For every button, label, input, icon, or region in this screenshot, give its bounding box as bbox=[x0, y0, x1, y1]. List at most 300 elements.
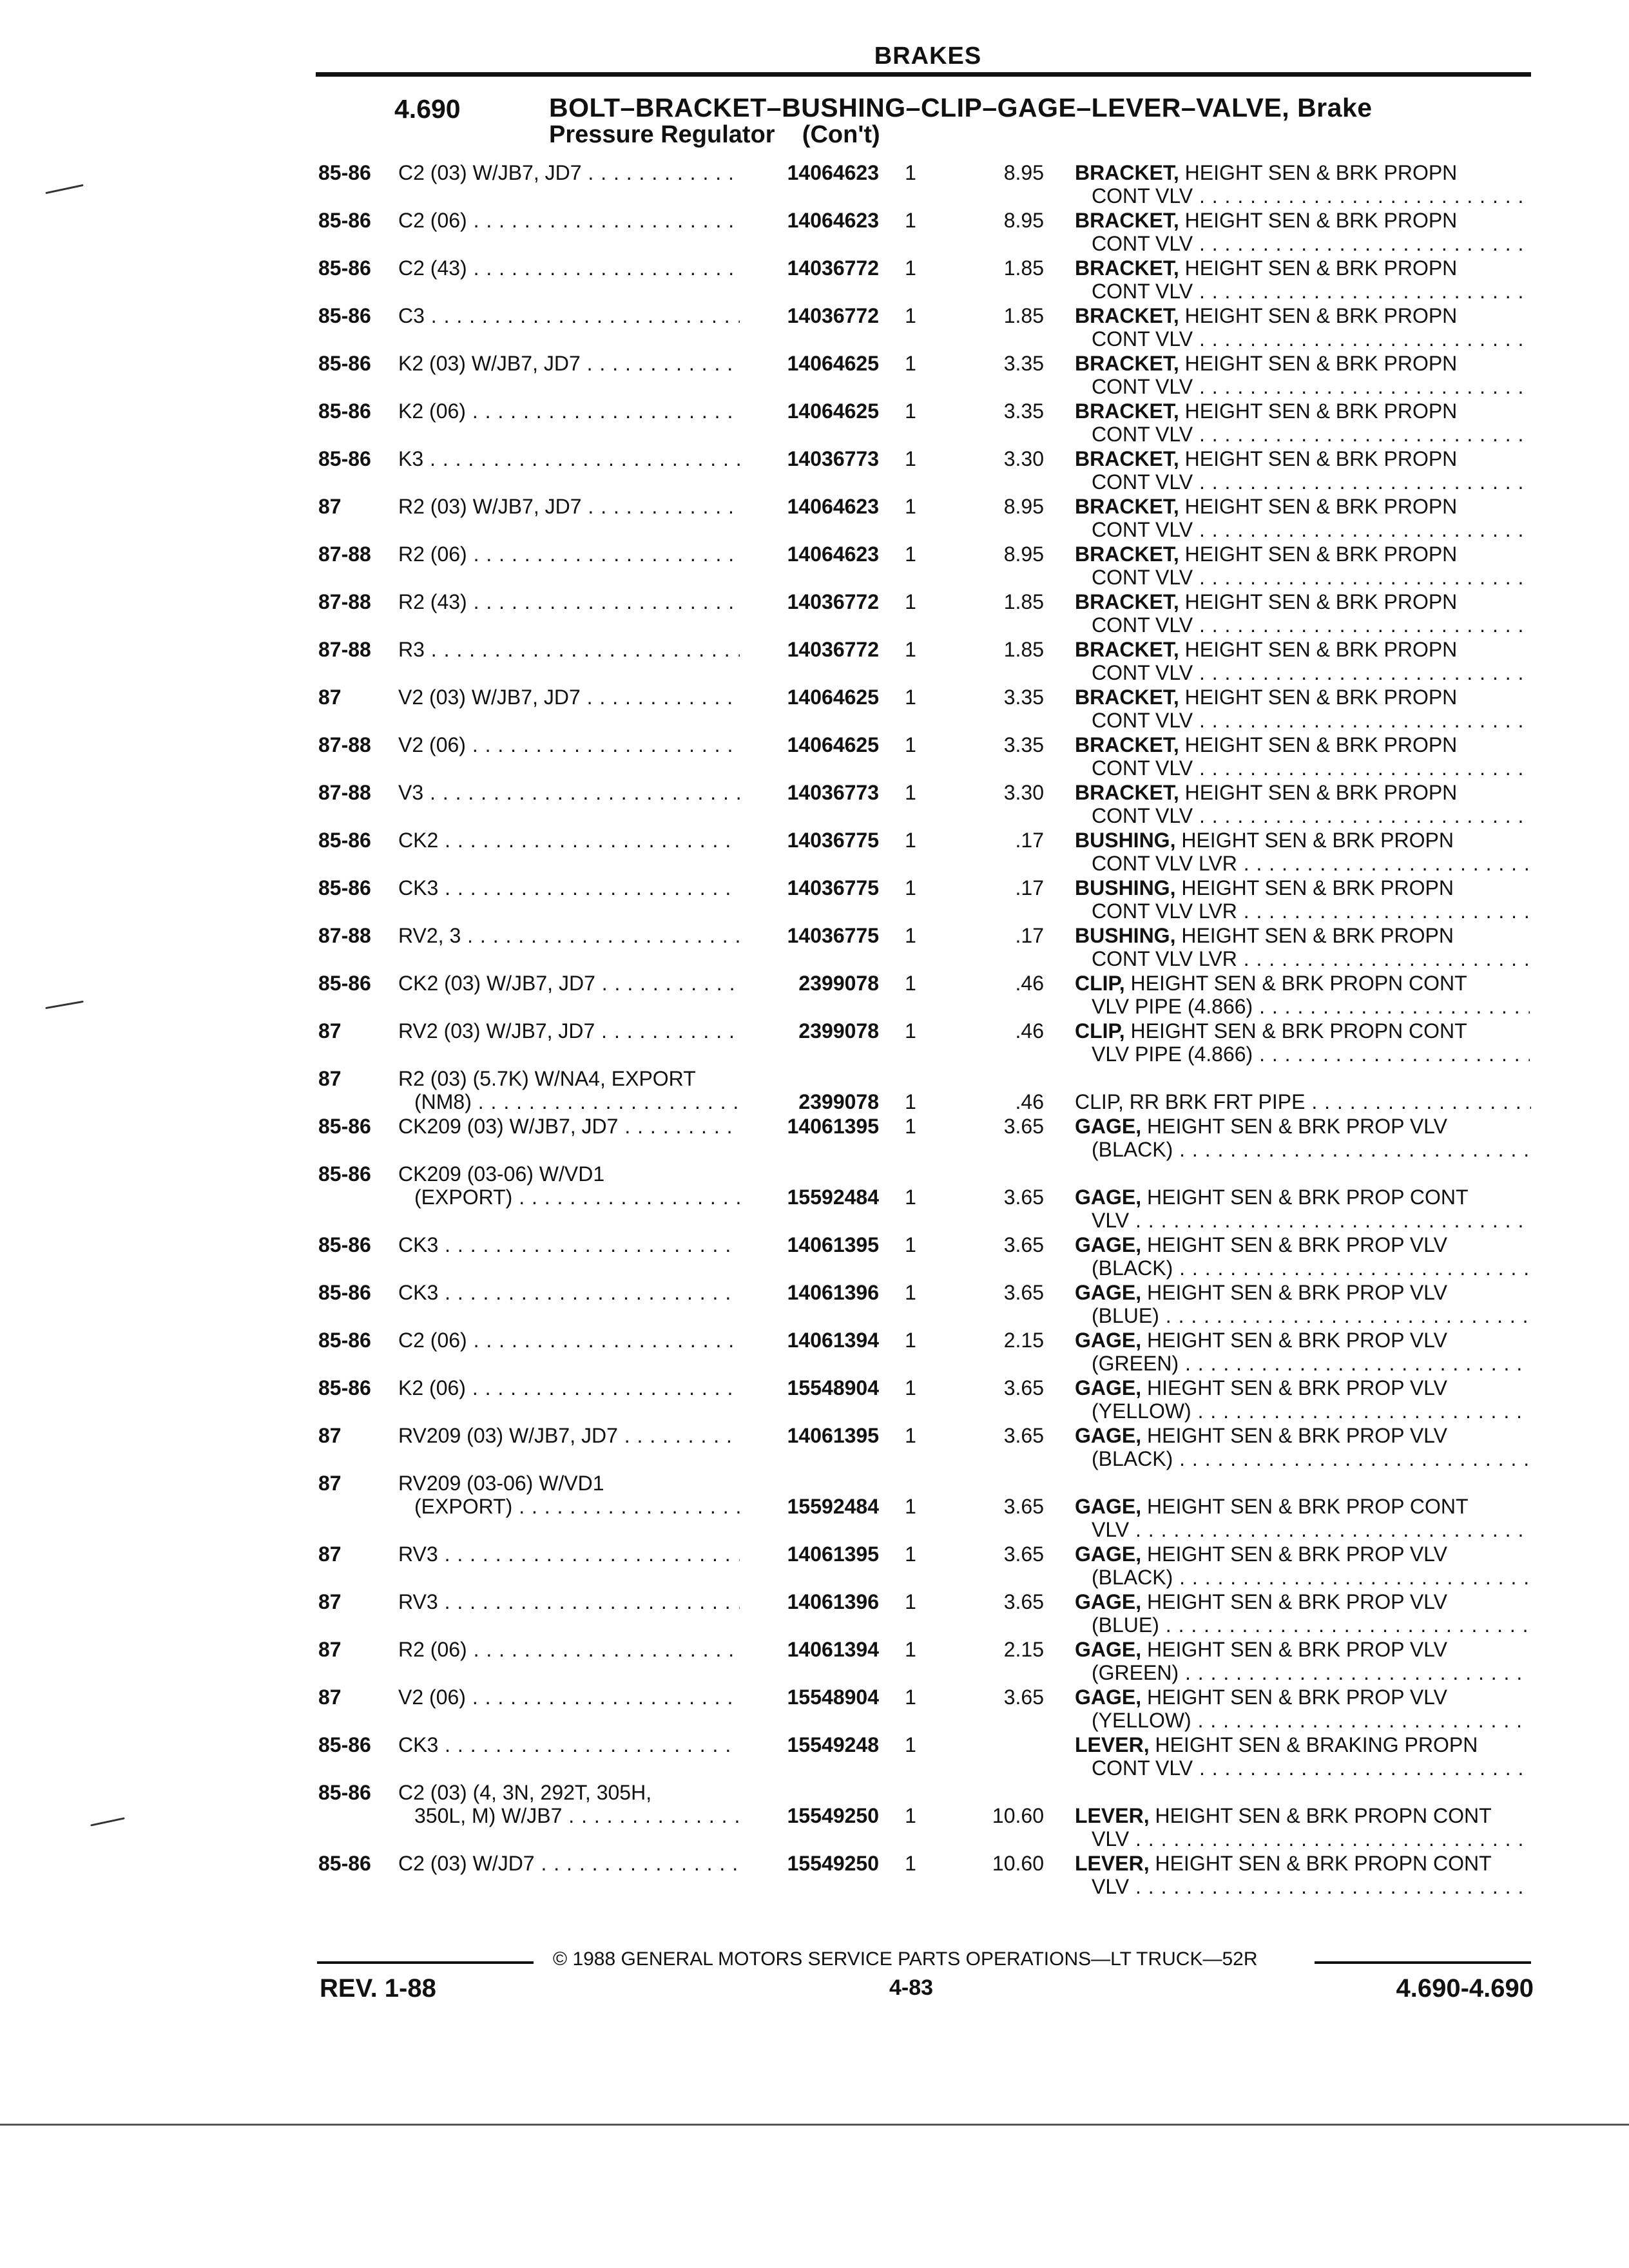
part-number: 2399078 bbox=[798, 972, 879, 995]
table-row bbox=[0, 829, 1629, 874]
part-name bbox=[1075, 543, 1539, 566]
part-name bbox=[1075, 1590, 1539, 1614]
part-name-continued: CONT VLV . . . bbox=[1092, 661, 1530, 685]
part-number: 14036772 bbox=[787, 590, 879, 613]
table-row bbox=[0, 543, 1629, 588]
part-name-detail: HEIGHT SEN & BRK PROPN bbox=[1179, 209, 1458, 232]
part-name-detail: HEIGHT SEN & BRK PROPN bbox=[1175, 876, 1454, 899]
model-description-top: CK209 (03-06) W/VD1 bbox=[398, 1162, 605, 1186]
model-description: CK3 . . . bbox=[398, 1233, 740, 1257]
part-name-continued: (BLACK) . . . bbox=[1092, 1256, 1530, 1280]
part-name bbox=[1075, 1376, 1539, 1400]
part-name-detail: HEIGHT SEN & BRK PROPN bbox=[1179, 447, 1458, 470]
part-name-continued: CONT VLV . . . bbox=[1092, 470, 1530, 494]
part-name-detail: HEIGHT SEN & BRK PROP VLV bbox=[1141, 1329, 1447, 1352]
part-number: 14064623 bbox=[787, 161, 879, 184]
header-rule bbox=[316, 72, 1531, 77]
table-row bbox=[0, 304, 1629, 349]
part-name-detail: HEIGHT SEN & BRK PROPN bbox=[1179, 686, 1458, 709]
part-name-detail: HEIGHT SEN & BRK PROPN bbox=[1179, 161, 1458, 184]
quantity: 1 bbox=[905, 161, 916, 184]
part-number: 2399078 bbox=[798, 1090, 879, 1113]
model-description: CK3 . . . bbox=[398, 1281, 740, 1305]
part-name-noun: CLIP, bbox=[1075, 1090, 1124, 1113]
part-name-continued: CONT VLV . . . bbox=[1092, 566, 1530, 590]
part-name-noun: BRACKET, bbox=[1075, 543, 1179, 566]
model-year: 85-86 bbox=[318, 447, 371, 470]
model-description: (NM8) . . . bbox=[414, 1090, 740, 1114]
section-number: 4.690 bbox=[394, 94, 461, 124]
part-name bbox=[1075, 161, 1539, 185]
part-number: 15548904 bbox=[787, 1686, 879, 1709]
table-row bbox=[0, 399, 1629, 445]
quantity: 1 bbox=[905, 447, 916, 470]
model-description-top: C2 (03) (4, 3N, 292T, 305H, bbox=[398, 1781, 652, 1804]
part-name bbox=[1075, 1804, 1539, 1828]
model-description: R3 . . . bbox=[398, 638, 740, 662]
part-name-continued: CONT VLV . . . bbox=[1092, 327, 1530, 351]
model-year: 85-86 bbox=[318, 1162, 371, 1186]
price: 3.65 bbox=[1003, 1542, 1044, 1566]
part-name-continued: CONT VLV . . . bbox=[1092, 375, 1530, 399]
part-name-detail: HEIGHT SEN & BRK PROPN bbox=[1179, 399, 1458, 423]
section-title: BOLT–BRACKET–BUSHING–CLIP–GAGE–LEVER–VALVE, Brake bbox=[549, 93, 1373, 122]
model-year: 87 bbox=[318, 1638, 342, 1661]
quantity: 1 bbox=[905, 352, 916, 375]
part-name-detail: HEIGHT SEN & BRK PROPN CONT bbox=[1124, 972, 1467, 995]
quantity: 1 bbox=[905, 1852, 916, 1875]
part-number: 14036772 bbox=[787, 256, 879, 280]
part-name-noun: GAGE, bbox=[1075, 1495, 1142, 1518]
scan-bottom-edge bbox=[0, 2124, 1629, 2126]
quantity: 1 bbox=[905, 1090, 916, 1113]
price: 8.95 bbox=[1003, 543, 1044, 566]
table-row bbox=[0, 256, 1629, 302]
price: 1.85 bbox=[1003, 638, 1044, 661]
table-row bbox=[0, 590, 1629, 635]
part-name-noun: GAGE, bbox=[1075, 1186, 1142, 1209]
part-name-detail: HIEGHT SEN & BRK PROP VLV bbox=[1141, 1376, 1447, 1399]
table-row bbox=[0, 209, 1629, 254]
model-description: C3 . . . bbox=[398, 304, 740, 328]
part-name-continued: VLV . . . bbox=[1092, 1875, 1530, 1899]
model-description: C2 (03) W/JD7 . . . bbox=[398, 1852, 740, 1876]
part-name-continued: (BLACK) . . . bbox=[1092, 1447, 1530, 1471]
table-row bbox=[0, 352, 1629, 397]
table-row bbox=[0, 638, 1629, 683]
part-name bbox=[1075, 352, 1539, 376]
model-description: CK3 . . . bbox=[398, 1733, 740, 1757]
price: 3.35 bbox=[1003, 686, 1044, 709]
part-name-noun: BRACKET, bbox=[1075, 256, 1179, 280]
part-name-detail: HEIGHT SEN & BRK PROP VLV bbox=[1141, 1115, 1447, 1138]
model-description: K2 (06) . . . bbox=[398, 399, 740, 423]
model-description: C2 (06) . . . bbox=[398, 1329, 740, 1352]
model-year: 85-86 bbox=[318, 1329, 371, 1352]
quantity: 1 bbox=[905, 209, 916, 232]
model-year: 85-86 bbox=[318, 209, 371, 232]
part-name-continued: (BLACK) . . . bbox=[1092, 1566, 1530, 1590]
price: 3.65 bbox=[1003, 1590, 1044, 1613]
part-name-detail: HEIGHT SEN & BRK PROP VLV bbox=[1141, 1542, 1447, 1566]
part-name-noun: BRACKET, bbox=[1075, 161, 1179, 184]
part-name-continued: CONT VLV LVR . . . bbox=[1092, 947, 1530, 971]
part-number: 14061395 bbox=[787, 1233, 879, 1256]
part-name-noun: GAGE, bbox=[1075, 1329, 1142, 1352]
part-name bbox=[1075, 1852, 1539, 1876]
part-name-noun: BRACKET, bbox=[1075, 590, 1179, 613]
price: 1.85 bbox=[1003, 304, 1044, 327]
table-row bbox=[0, 1733, 1629, 1778]
part-number: 14064623 bbox=[787, 543, 879, 566]
part-name bbox=[1075, 876, 1539, 900]
part-name-continued: CONT VLV . . . bbox=[1092, 423, 1530, 447]
price: 3.65 bbox=[1003, 1424, 1044, 1447]
model-description: R2 (43) . . . bbox=[398, 590, 740, 614]
model-description: K2 (03) W/JB7, JD7 . . . bbox=[398, 352, 740, 376]
part-name-noun: LEVER, bbox=[1075, 1733, 1150, 1756]
model-year: 85-86 bbox=[318, 1852, 371, 1875]
model-description: R2 (06) . . . bbox=[398, 1638, 740, 1662]
part-number: 14064625 bbox=[787, 733, 879, 756]
quantity: 1 bbox=[905, 399, 916, 423]
part-name bbox=[1075, 447, 1539, 471]
model-description: C2 (43) . . . bbox=[398, 256, 740, 280]
part-name bbox=[1075, 256, 1539, 280]
part-name-detail: HEIGHT SEN & BRK PROP VLV bbox=[1141, 1638, 1447, 1661]
part-number: 14061395 bbox=[787, 1424, 879, 1447]
quantity: 1 bbox=[905, 590, 916, 613]
table-row bbox=[0, 876, 1629, 921]
footer-rule-left bbox=[317, 1961, 534, 1964]
part-name bbox=[1075, 781, 1539, 805]
part-number: 14036773 bbox=[787, 447, 879, 470]
part-number: 14061395 bbox=[787, 1115, 879, 1138]
model-year: 87 bbox=[318, 1686, 342, 1709]
part-number: 14036773 bbox=[787, 781, 879, 804]
model-year: 87 bbox=[318, 1542, 342, 1566]
part-number: 14064625 bbox=[787, 352, 879, 375]
part-name bbox=[1075, 1329, 1539, 1352]
part-name-continued: (BLACK) . . . bbox=[1092, 1138, 1530, 1162]
part-name-noun: GAGE, bbox=[1075, 1542, 1142, 1566]
model-year: 85-86 bbox=[318, 876, 371, 899]
page-header-title: BRAKES bbox=[874, 43, 982, 70]
part-name-continued: VLV . . . bbox=[1092, 1827, 1530, 1851]
part-name-continued: (YELLOW) . . . bbox=[1092, 1709, 1530, 1733]
part-number: 14064623 bbox=[787, 495, 879, 518]
part-name bbox=[1075, 590, 1539, 614]
table-row bbox=[0, 1329, 1629, 1374]
quantity: 1 bbox=[905, 1233, 916, 1256]
table-row bbox=[0, 495, 1629, 540]
part-number: 14064625 bbox=[787, 686, 879, 709]
model-description: C2 (03) W/JB7, JD7 . . . bbox=[398, 161, 740, 185]
part-name-noun: BRACKET, bbox=[1075, 686, 1179, 709]
part-name-detail: HEIGHT SEN & BRK PROPN bbox=[1179, 352, 1458, 375]
price: 3.65 bbox=[1003, 1686, 1044, 1709]
table-row bbox=[0, 1542, 1629, 1588]
part-name-continued: VLV PIPE (4.866) . . . bbox=[1092, 995, 1530, 1019]
table-row bbox=[0, 1376, 1629, 1421]
price: 3.30 bbox=[1003, 781, 1044, 804]
quantity: 1 bbox=[905, 1424, 916, 1447]
quantity: 1 bbox=[905, 1019, 916, 1043]
part-name-noun: BUSHING, bbox=[1075, 876, 1176, 899]
table-row bbox=[0, 924, 1629, 969]
model-description: (EXPORT) . . . bbox=[414, 1186, 740, 1209]
part-name bbox=[1075, 1424, 1539, 1448]
part-name-continued: (GREEN) . . . bbox=[1092, 1352, 1530, 1376]
price: 10.60 bbox=[992, 1852, 1044, 1875]
part-name bbox=[1075, 1090, 1531, 1114]
model-year: 87-88 bbox=[318, 924, 371, 947]
part-name-detail: HEIGHT SEN & BRK PROP VLV bbox=[1141, 1233, 1447, 1256]
quantity: 1 bbox=[905, 1733, 916, 1756]
part-name bbox=[1075, 209, 1539, 233]
part-name-detail: HEIGHT SEN & BRK PROPN bbox=[1179, 304, 1458, 327]
quantity: 1 bbox=[905, 1281, 916, 1304]
price: 8.95 bbox=[1003, 209, 1044, 232]
model-year: 85-86 bbox=[318, 972, 371, 995]
part-number: 15592484 bbox=[787, 1495, 879, 1518]
model-description: R2 (03) W/JB7, JD7 . . . bbox=[398, 495, 740, 519]
price: .46 bbox=[1015, 1019, 1044, 1043]
quantity: 1 bbox=[905, 733, 916, 756]
part-name-noun: GAGE, bbox=[1075, 1590, 1142, 1613]
quantity: 1 bbox=[905, 1590, 916, 1613]
part-name bbox=[1075, 495, 1539, 519]
part-number: 14061395 bbox=[787, 1542, 879, 1566]
part-number: 14036775 bbox=[787, 924, 879, 947]
part-name-detail: HEIGHT SEN & BRK PROP VLV bbox=[1141, 1281, 1447, 1304]
part-name-noun: LEVER, bbox=[1075, 1852, 1150, 1875]
model-year: 85-86 bbox=[318, 1376, 371, 1399]
part-number: 14036772 bbox=[787, 638, 879, 661]
part-name-detail: HEIGHT SEN & BRK PROP VLV bbox=[1141, 1590, 1447, 1613]
price: 8.95 bbox=[1003, 495, 1044, 518]
part-name-detail: HEIGHT SEN & BRK PROP VLV bbox=[1141, 1686, 1447, 1709]
part-name-noun: BRACKET, bbox=[1075, 781, 1179, 804]
part-name-detail: HEIGHT SEN & BRAKING PROPN bbox=[1149, 1733, 1478, 1756]
part-name-detail: HEIGHT SEN & BRK PROP VLV bbox=[1141, 1424, 1447, 1447]
part-name-noun: GAGE, bbox=[1075, 1376, 1142, 1399]
price: 10.60 bbox=[992, 1804, 1044, 1827]
model-description: RV3 . . . bbox=[398, 1542, 740, 1566]
table-row bbox=[0, 1019, 1629, 1064]
model-description: CK3 . . . bbox=[398, 876, 740, 900]
part-number: 14061396 bbox=[787, 1281, 879, 1304]
quantity: 1 bbox=[905, 1186, 916, 1209]
part-number: 14064623 bbox=[787, 209, 879, 232]
price: .17 bbox=[1015, 924, 1044, 947]
part-name-noun: GAGE, bbox=[1075, 1233, 1142, 1256]
price: 3.65 bbox=[1003, 1376, 1044, 1399]
model-year: 85-86 bbox=[318, 1281, 371, 1304]
part-name-detail: HEIGHT SEN & BRK PROPN bbox=[1179, 495, 1458, 518]
table-row bbox=[0, 161, 1629, 206]
price: 3.65 bbox=[1003, 1233, 1044, 1256]
model-year: 85-86 bbox=[318, 1115, 371, 1138]
quantity: 1 bbox=[905, 829, 916, 852]
part-name-noun: CLIP, bbox=[1075, 972, 1125, 995]
model-year: 87 bbox=[318, 1019, 342, 1043]
model-year: 87-88 bbox=[318, 543, 371, 566]
part-name-detail: HEIGHT SEN & BRK PROPN CONT bbox=[1149, 1804, 1492, 1827]
model-year: 85-86 bbox=[318, 304, 371, 327]
part-name-noun: GAGE, bbox=[1075, 1281, 1142, 1304]
model-description: CK2 (03) W/JB7, JD7 . . . bbox=[398, 972, 740, 995]
footer-rule-right bbox=[1315, 1961, 1531, 1964]
price: 8.95 bbox=[1003, 161, 1044, 184]
part-name-noun: BRACKET, bbox=[1075, 638, 1179, 661]
part-name bbox=[1075, 1115, 1539, 1139]
model-description-top: RV209 (03-06) W/VD1 bbox=[398, 1472, 604, 1495]
part-name bbox=[1075, 924, 1539, 948]
part-name bbox=[1075, 972, 1539, 995]
price: .17 bbox=[1015, 829, 1044, 852]
part-name-noun: LEVER, bbox=[1075, 1804, 1150, 1827]
table-row bbox=[0, 1281, 1629, 1326]
quantity: 1 bbox=[905, 781, 916, 804]
part-name-detail: HEIGHT SEN & BRK PROPN bbox=[1175, 924, 1454, 947]
part-name-detail: HEIGHT SEN & BRK PROPN bbox=[1179, 543, 1458, 566]
model-year: 87 bbox=[318, 1472, 342, 1495]
part-name-continued: VLV . . . bbox=[1092, 1518, 1530, 1542]
part-name bbox=[1075, 1638, 1539, 1662]
part-name-continued: CONT VLV . . . bbox=[1092, 1756, 1530, 1780]
part-name-detail: HEIGHT SEN & BRK PROPN bbox=[1179, 638, 1458, 661]
quantity: 1 bbox=[905, 495, 916, 518]
section-subtitle: Pressure Regulator (Con't) bbox=[549, 121, 880, 148]
part-name-continued: CONT VLV . . . bbox=[1092, 280, 1530, 303]
quantity: 1 bbox=[905, 686, 916, 709]
model-year: 87 bbox=[318, 1590, 342, 1613]
model-year: 85-86 bbox=[318, 161, 371, 184]
table-row bbox=[0, 733, 1629, 778]
footer-page-number: 4-83 bbox=[889, 1975, 934, 2000]
model-description: C2 (06) . . . bbox=[398, 209, 740, 233]
model-year: 85-86 bbox=[318, 1781, 371, 1804]
table-row bbox=[0, 1852, 1629, 1897]
part-number: 15549250 bbox=[787, 1804, 879, 1827]
model-description: CK2 . . . bbox=[398, 829, 740, 852]
part-name-noun: BRACKET, bbox=[1075, 209, 1179, 232]
part-name-detail: HEIGHT SEN & BRK PROPN CONT bbox=[1124, 1019, 1467, 1043]
part-name-noun: GAGE, bbox=[1075, 1424, 1142, 1447]
part-name-continued: CONT VLV . . . bbox=[1092, 184, 1530, 208]
quantity: 1 bbox=[905, 1804, 916, 1827]
footer-revision: REV. 1-88 bbox=[320, 1974, 436, 2003]
part-name-continued: CONT VLV LVR . . . bbox=[1092, 852, 1530, 876]
price: 1.85 bbox=[1003, 590, 1044, 613]
part-name bbox=[1075, 686, 1539, 709]
price: 3.65 bbox=[1003, 1495, 1044, 1518]
quantity: 1 bbox=[905, 1686, 916, 1709]
model-year: 87-88 bbox=[318, 590, 371, 613]
part-number: 14061396 bbox=[787, 1590, 879, 1613]
model-description: V3 . . . bbox=[398, 781, 740, 805]
model-year: 85-86 bbox=[318, 352, 371, 375]
part-number: 14061394 bbox=[787, 1638, 879, 1661]
part-name-detail: HEIGHT SEN & BRK PROPN bbox=[1179, 256, 1458, 280]
part-name-noun: GAGE, bbox=[1075, 1686, 1142, 1709]
price: 3.30 bbox=[1003, 447, 1044, 470]
quantity: 1 bbox=[905, 638, 916, 661]
quantity: 1 bbox=[905, 1542, 916, 1566]
part-name-detail: HEIGHT SEN & BRK PROP CONT bbox=[1141, 1186, 1469, 1209]
part-number: 14036772 bbox=[787, 304, 879, 327]
part-name-noun: CLIP, bbox=[1075, 1019, 1125, 1043]
model-description: K3 . . . bbox=[398, 447, 740, 471]
part-name bbox=[1075, 638, 1539, 662]
part-number: 15592484 bbox=[787, 1186, 879, 1209]
part-number: 14036775 bbox=[787, 876, 879, 899]
table-row bbox=[0, 1590, 1629, 1635]
part-name-noun: BUSHING, bbox=[1075, 924, 1176, 947]
part-name bbox=[1075, 829, 1539, 852]
part-name bbox=[1075, 399, 1539, 423]
part-name-continued: CONT VLV . . . bbox=[1092, 709, 1530, 733]
part-name-noun: GAGE, bbox=[1075, 1638, 1142, 1661]
model-year: 85-86 bbox=[318, 399, 371, 423]
part-name-noun: BRACKET, bbox=[1075, 447, 1179, 470]
price: .46 bbox=[1015, 1090, 1044, 1113]
model-year: 87-88 bbox=[318, 733, 371, 756]
table-row bbox=[0, 1162, 1629, 1233]
quantity: 1 bbox=[905, 924, 916, 947]
model-year: 85-86 bbox=[318, 256, 371, 280]
model-description: RV2 (03) W/JB7, JD7 . . . bbox=[398, 1019, 740, 1043]
part-name-continued: (BLUE) . . . bbox=[1092, 1304, 1530, 1328]
table-row bbox=[0, 781, 1629, 826]
model-description-top: R2 (03) (5.7K) W/NA4, EXPORT bbox=[398, 1067, 696, 1090]
part-name bbox=[1075, 1019, 1539, 1043]
table-row bbox=[0, 1424, 1629, 1469]
table-row bbox=[0, 1781, 1629, 1852]
part-number: 14036775 bbox=[787, 829, 879, 852]
model-description: V2 (06) . . . bbox=[398, 1686, 740, 1709]
model-description: RV3 . . . bbox=[398, 1590, 740, 1614]
price: 1.85 bbox=[1003, 256, 1044, 280]
quantity: 1 bbox=[905, 543, 916, 566]
table-row bbox=[0, 1115, 1629, 1160]
part-name-detail: HEIGHT SEN & BRK PROPN bbox=[1179, 781, 1458, 804]
model-description: R2 (06) . . . bbox=[398, 543, 740, 566]
model-year: 87-88 bbox=[318, 638, 371, 661]
price: 3.65 bbox=[1003, 1115, 1044, 1138]
part-name bbox=[1075, 1495, 1539, 1519]
price: 2.15 bbox=[1003, 1638, 1044, 1661]
table-row bbox=[0, 1686, 1629, 1731]
part-name-continued: VLV . . . bbox=[1092, 1209, 1530, 1233]
quantity: 1 bbox=[905, 256, 916, 280]
quantity: 1 bbox=[905, 1329, 916, 1352]
model-description: RV2, 3 . . . bbox=[398, 924, 740, 948]
part-number: 15548904 bbox=[787, 1376, 879, 1399]
part-name-detail: RR BRK FRT PIPE bbox=[1123, 1090, 1306, 1113]
model-year: 87-88 bbox=[318, 781, 371, 804]
price: .46 bbox=[1015, 972, 1044, 995]
quantity: 1 bbox=[905, 1115, 916, 1138]
model-year: 85-86 bbox=[318, 829, 371, 852]
quantity: 1 bbox=[905, 876, 916, 899]
model-description: RV209 (03) W/JB7, JD7 . . . bbox=[398, 1424, 740, 1448]
footer-section-ref: 4.690-4.690 bbox=[1396, 1974, 1534, 2003]
part-name bbox=[1075, 1281, 1539, 1305]
part-name bbox=[1075, 1733, 1539, 1757]
model-description: V2 (03) W/JB7, JD7 . . . bbox=[398, 686, 740, 709]
